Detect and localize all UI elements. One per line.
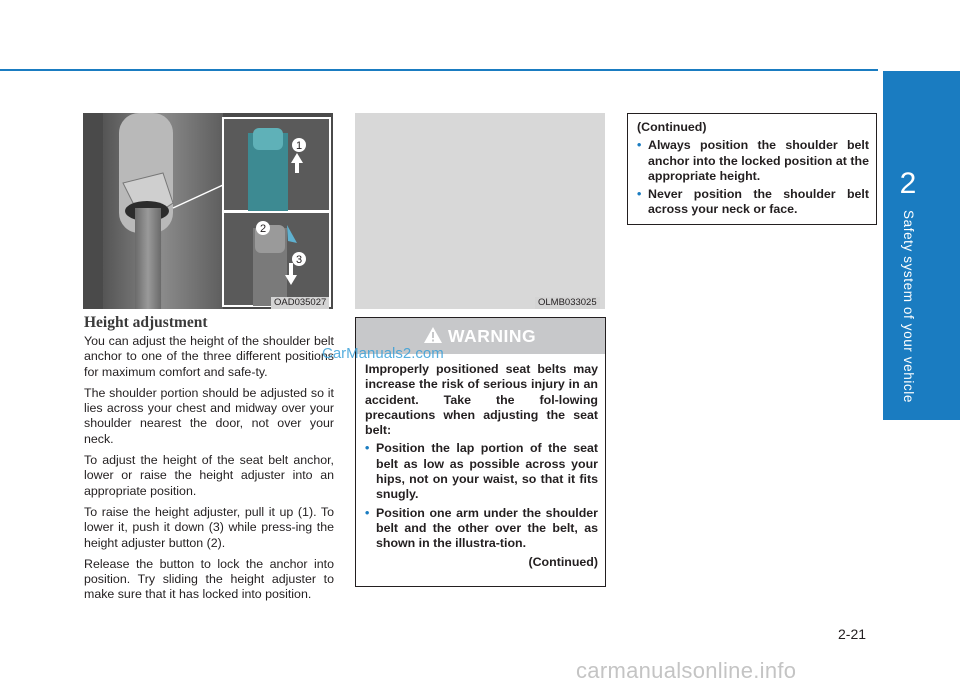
callout-3: 3 xyxy=(295,254,303,266)
header-rule xyxy=(0,69,878,71)
continued-body xyxy=(637,120,869,221)
footer-watermark: carmanualsonline.info xyxy=(576,658,797,683)
warning-body xyxy=(365,362,598,570)
list-item xyxy=(365,441,598,502)
figure2-caption: OLMB033025 xyxy=(535,297,600,309)
list-item xyxy=(637,138,869,184)
bullet-icon: • xyxy=(637,187,642,202)
figure-belt-position xyxy=(355,113,605,309)
paragraph: Release the button to lock the anchor into position. Try sliding the height adjuster to make sure that it has locked into position. xyxy=(84,556,334,602)
continued-box xyxy=(627,113,877,225)
continued-label: (Continued) xyxy=(528,554,598,569)
callout-1: 1 xyxy=(295,140,303,152)
warning-intro: Improperly positioned seat belts may increase the risk of serious injury in an accident. Take the fol-lowing precautions when adjusting the seat belt: xyxy=(365,362,598,438)
continued-bullets xyxy=(637,138,869,217)
page-number: 2-21 xyxy=(838,626,867,642)
paragraph: The shoulder portion should be adjusted so it lies across your chest and midway over your shoulder nearest the door, not over your neck. xyxy=(84,385,334,446)
seatbelt-photo-illustration xyxy=(83,113,333,309)
figure-height-adjuster xyxy=(83,113,333,309)
watermark-text: CarManuals2.com xyxy=(322,345,444,362)
bullet-text: Position the lap portion of the seat belt as low as possible across your hips, not on your waist, so that it fits snugly. xyxy=(376,441,598,502)
figure1-caption: OAD035027 xyxy=(271,297,329,309)
chapter-side-tab xyxy=(883,71,960,420)
bullet-text: Position one arm under the shoulder belt and the other over the belt, as shown in the illustra-tion. xyxy=(376,505,598,551)
bullet-icon: • xyxy=(365,441,370,456)
warning-triangle-icon xyxy=(423,326,443,344)
warning-bullets xyxy=(365,441,598,551)
bullet-icon: • xyxy=(637,138,642,153)
warning-title: WARNING xyxy=(448,326,537,346)
list-item xyxy=(365,506,598,552)
section-body xyxy=(84,334,334,609)
paragraph: To adjust the height of the seat belt anchor, lower or raise the height adjuster into an appropriate position. xyxy=(84,453,334,498)
chapter-title: Safety system of your vehicle xyxy=(901,210,916,403)
bullet-text: Always position the shoulder belt anchor into the locked position at the appropriate height. xyxy=(648,138,869,183)
paragraph: To raise the height adjuster, pull it up (1). To lower it, push it down (3) while press-ing the height adjuster button (2). xyxy=(84,504,334,550)
list-item xyxy=(637,187,869,218)
continued-heading: (Continued) xyxy=(637,120,707,134)
paragraph: You can adjust the height of the shoulder belt anchor to one of the three different positions for maximum comfort and safe-ty. xyxy=(84,334,334,379)
bullet-icon: • xyxy=(365,505,370,520)
bullet-text: Never position the shoulder belt across your neck or face. xyxy=(648,187,869,217)
section-heading: Height adjustment xyxy=(84,314,208,331)
callout-2: 2 xyxy=(259,223,267,235)
chapter-number: 2 xyxy=(883,158,933,210)
